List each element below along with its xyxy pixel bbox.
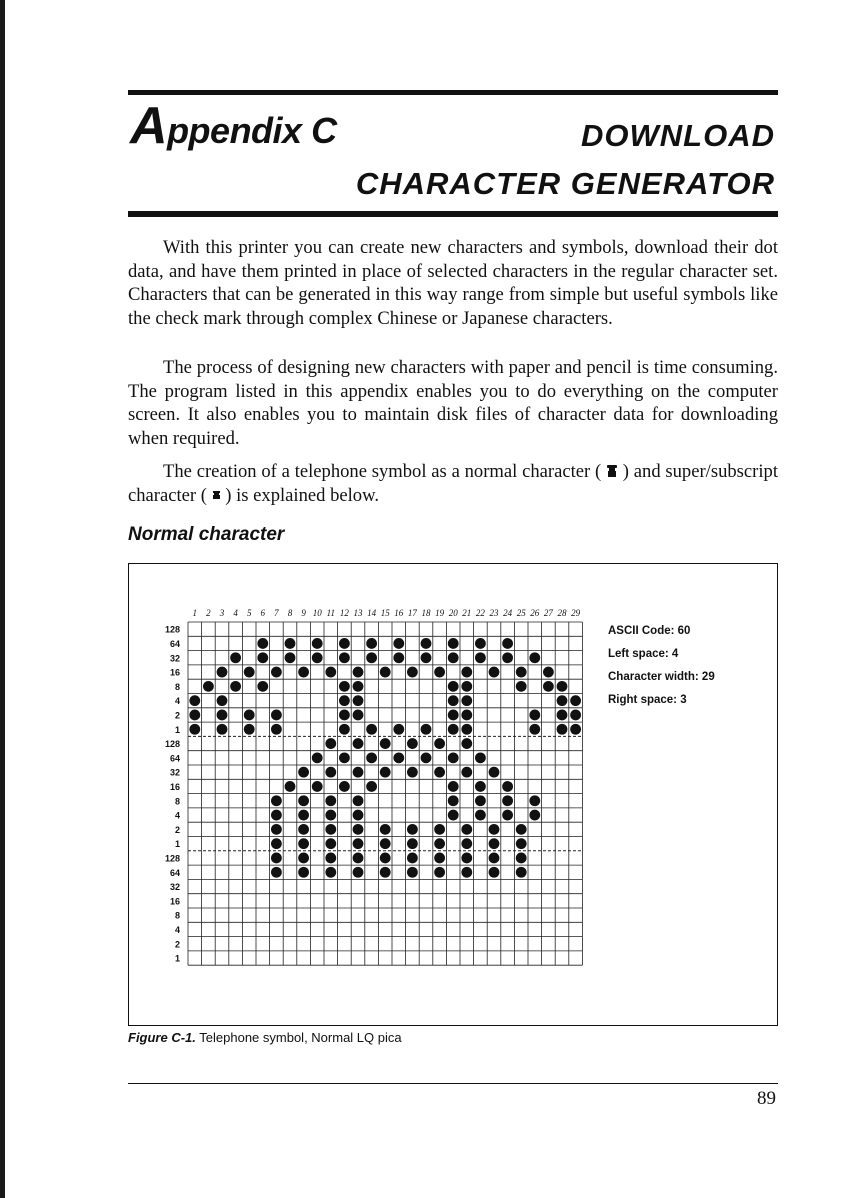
row-weight-label: 1 [174,839,180,850]
dot [434,838,445,849]
column-label: 26 [530,608,540,618]
dot [475,752,486,763]
dot [339,652,350,663]
dot [217,724,228,735]
dot [325,810,336,821]
row-weight-label: 2 [174,710,180,721]
dot [434,824,445,835]
section-title: Normal character [128,524,285,545]
row-weight-label: 32 [169,653,180,664]
dot [285,638,296,649]
dot [448,710,459,721]
page-number: 89 [757,1088,776,1109]
dot [353,681,364,692]
telephone-paragraph-part-3: ) is explained below. [225,484,379,506]
dot [461,838,472,849]
row-weight-label: 2 [174,824,180,835]
dot [312,638,323,649]
dot [366,781,377,792]
dot [461,867,472,878]
dot [448,638,459,649]
dot [257,652,268,663]
dot [461,738,472,749]
dot [366,752,377,763]
dot [448,752,459,763]
dot [407,853,418,864]
header-top-rule [128,90,778,95]
dot [203,681,214,692]
dot [475,781,486,792]
dot [312,752,323,763]
telephone-paragraph-part-1: The creation of a telephone symbol as a normal character ( [163,461,602,482]
dot [461,724,472,735]
dot [271,853,282,864]
column-label: 23 [489,608,499,618]
dot [339,781,350,792]
dot [189,710,200,721]
column-label: 25 [516,608,526,618]
dot [502,795,513,806]
column-label: 14 [367,608,377,618]
dot [298,795,309,806]
dot [339,638,350,649]
row-weight-label: 16 [169,667,180,678]
dot [489,667,500,678]
column-label: 9 [301,608,306,618]
dot [217,695,228,706]
dot [217,710,228,721]
dot [325,838,336,849]
dot [271,838,282,849]
dot [380,767,391,778]
column-label: 16 [394,608,404,618]
dot [448,810,459,821]
dot [366,638,377,649]
dot [393,638,404,649]
row-weight-label: 16 [169,896,180,907]
dot [475,810,486,821]
dot [461,824,472,835]
dot [339,724,350,735]
dot [461,853,472,864]
dot [502,652,513,663]
dot [380,867,391,878]
row-weight-label: 8 [174,796,180,807]
dot [421,652,432,663]
right-space-text: Right space: 3 [608,694,687,706]
dot [298,867,309,878]
dot [298,853,309,864]
dot [461,667,472,678]
dot [516,853,527,864]
dot [230,652,241,663]
dot [325,853,336,864]
figure-caption-label: Figure C-1. [128,1030,196,1045]
dot [271,710,282,721]
column-label: 8 [287,608,293,618]
dot [434,853,445,864]
dot [325,738,336,749]
column-label: 18 [421,608,431,618]
dot [271,795,282,806]
column-label: 11 [326,608,335,618]
chapter-title-line-1: DOWNLOAD [581,118,775,153]
dot [448,724,459,735]
dot [380,838,391,849]
dot [298,824,309,835]
dot [339,752,350,763]
dot [407,838,418,849]
dot [325,667,336,678]
dot [475,652,486,663]
column-label: 4 [233,608,238,618]
dot [502,638,513,649]
column-label: 10 [312,608,322,618]
page-binding-edge [0,0,5,1198]
dot [217,667,228,678]
dot [189,724,200,735]
dot [475,795,486,806]
dot [434,738,445,749]
row-weight-label: 4 [174,696,180,707]
left-space-text: Left space: 4 [608,648,679,660]
dot [325,867,336,878]
dot [448,652,459,663]
dot [434,767,445,778]
dot [393,752,404,763]
row-weight-label: 2 [174,939,180,950]
dot [570,695,581,706]
column-label: 22 [475,608,485,618]
dot [529,710,540,721]
dot [353,767,364,778]
dot [557,681,568,692]
dot [489,767,500,778]
dot [393,724,404,735]
column-label: 13 [353,608,363,618]
telephone-paragraph-part-2: ) and super/subscript character ( [128,461,778,506]
appendix-title [130,96,337,156]
dot [489,853,500,864]
column-label: 21 [462,608,472,618]
dot [529,795,540,806]
dot [461,767,472,778]
column-label: 24 [503,608,513,618]
character-info [608,620,715,712]
row-weight-label: 64 [169,638,180,649]
dot [298,667,309,678]
column-label: 15 [380,608,390,618]
dot [312,781,323,792]
figure-box [128,563,778,1026]
figure-caption-text: Telephone symbol, Normal LQ pica [195,1030,402,1045]
appendix-initial: A [130,97,168,155]
dot [516,867,527,878]
dot [339,695,350,706]
header-bottom-rule [128,211,778,217]
dot [461,710,472,721]
dot [353,710,364,721]
dot [421,638,432,649]
dot [421,752,432,763]
dot [271,810,282,821]
chapter-title-line-2: CHARACTER GENERATOR [355,166,775,201]
dot [516,838,527,849]
dot [570,724,581,735]
dot [298,838,309,849]
dot [543,681,554,692]
dot [448,681,459,692]
dot [489,824,500,835]
column-label: 7 [274,608,279,618]
row-weight-label: 128 [164,624,180,635]
dot [570,710,581,721]
column-label: 27 [543,608,553,618]
dot [353,824,364,835]
dot [502,810,513,821]
dot [434,867,445,878]
dot [421,724,432,735]
row-weight-label: 8 [174,910,180,921]
dot [448,695,459,706]
dot [461,681,472,692]
dot [353,810,364,821]
dot [407,867,418,878]
row-weight-label: 64 [169,867,180,878]
row-weight-label: 1 [174,953,180,964]
dot [339,681,350,692]
dot [502,781,513,792]
dot [516,681,527,692]
row-weight-label: 16 [169,781,180,792]
dot [325,824,336,835]
telephone-paragraph [128,460,778,507]
row-weight-label: 128 [164,739,180,750]
dot [557,724,568,735]
figure-caption [128,1030,402,1045]
dot [271,667,282,678]
column-label: 2 [206,608,211,618]
dot [489,838,500,849]
column-label: 5 [246,608,252,618]
dot [285,652,296,663]
dot [244,724,255,735]
dot [407,667,418,678]
appendix-label: ppendix C [167,110,337,151]
dot [339,710,350,721]
row-weight-label: 32 [169,882,180,893]
dot [353,853,364,864]
row-weight-label: 8 [174,681,180,692]
dot [298,810,309,821]
dot [448,795,459,806]
dot [461,695,472,706]
dot [285,781,296,792]
dot [380,738,391,749]
dot [298,767,309,778]
dot [257,638,268,649]
dot [448,781,459,792]
dot [529,810,540,821]
column-label: 17 [407,608,417,618]
dot [353,838,364,849]
column-label: 12 [339,608,349,618]
column-label: 1 [192,608,198,618]
dot [557,695,568,706]
dot [271,824,282,835]
dot [557,710,568,721]
dot [434,667,445,678]
telephone-symbol-icon [606,464,618,478]
row-weight-label: 64 [169,753,180,764]
row-weight-label: 4 [174,924,180,935]
dot [312,652,323,663]
dot [380,667,391,678]
dot [407,824,418,835]
dot [271,724,282,735]
process-paragraph: The process of designing new characters with paper and pencil is time consuming. The program listed in this appendix enables you to do everything on the computer screen. It also enables you to maintain disk files of character data for downloading when required. [128,357,778,449]
dot [543,667,554,678]
ascii-code-text: ASCII Code: 60 [608,625,691,637]
dot [529,724,540,735]
dot [380,853,391,864]
column-label: 28 [557,608,567,618]
dot [257,681,268,692]
dot [516,824,527,835]
dot [271,867,282,878]
dot [353,695,364,706]
dot [244,710,255,721]
character-width-text: Character width: 29 [608,671,715,683]
column-label: 20 [448,608,458,618]
telephone-symbol-small-icon [212,490,221,500]
dot [353,867,364,878]
column-label: 6 [260,608,266,618]
row-weight-label: 32 [169,767,180,778]
dot [325,767,336,778]
dot [325,795,336,806]
dot [475,638,486,649]
footer-rule [128,1083,778,1084]
row-weight-label: 128 [164,853,180,864]
dot [244,667,255,678]
column-label: 19 [435,608,445,618]
intro-paragraph: With this printer you can create new characters and symbols, download their dot data, and have them printed in place of selected characters in the regular character set. Characters that can be generated in this way range from simple but useful symbols like the check mark through complex Chinese or Japanese characters. [128,237,778,329]
dot [366,652,377,663]
column-label: 3 [219,608,225,618]
dot [353,795,364,806]
dot [393,652,404,663]
row-weight-label: 1 [174,724,180,735]
dot [407,738,418,749]
row-weight-label: 4 [174,810,180,821]
dot [353,738,364,749]
dot [489,867,500,878]
dot [366,724,377,735]
dot [529,652,540,663]
dot [516,667,527,678]
column-label: 29 [571,608,581,618]
dot [380,824,391,835]
dot [353,667,364,678]
dot [230,681,241,692]
dot [189,695,200,706]
dot [407,767,418,778]
